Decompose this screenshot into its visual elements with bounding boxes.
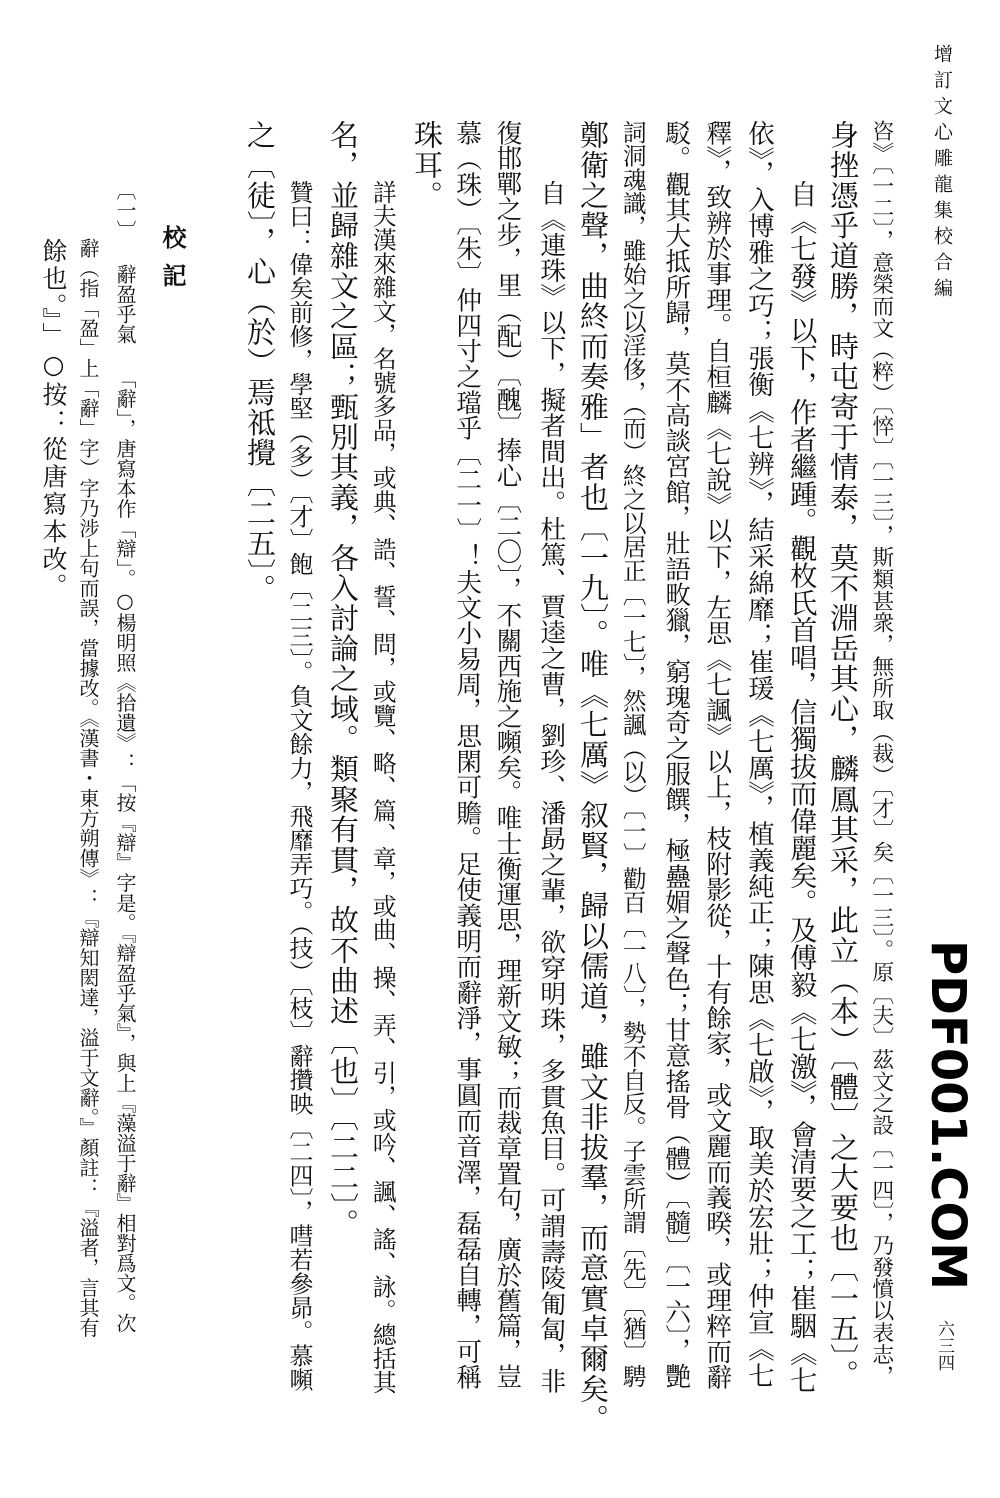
text-column: 鄭衛之聲，曲終而奏雅」者也〔一九〕。唯《七厲》叙賢，歸以儒道，雖文非拔羣，而意實卓爾矣。 (576, 120, 610, 1435)
notes-heading: 校記 (158, 225, 187, 301)
text-column: 慕（珠）〔朱〕仲四寸之璫乎〔二一〕！夫文小易周，思閑可贍。足使義明而辭淨，事圓而音澤，磊磊自轉，可稱 (451, 120, 482, 1390)
text-column: 自《連珠》以下，擬者間出。杜篤、賈逵之曹，劉珍、潘勗之輩，欲穿明珠，多貫魚目。可謂壽陵匍匐，非 (535, 180, 566, 1394)
text-column: 之〔徒〕，心（於）焉祗攪〔二五〕。 (243, 120, 277, 605)
text-column: 名，並歸雜文之區；甄別其義，各入討論之域。類聚有貫，故不曲述〔也〕〔二二〕。 (326, 120, 360, 1239)
note-column: 〔一〕 辭盈乎氣 「辭」，唐寫本作「辯」。○楊明照《拾遺》：「按『辯』字是。『辯盈乎氣』，與上『藻溢于辭』相對爲文。次 (113, 180, 138, 1334)
running-header: 增訂文心雕龍集校合編 (931, 44, 953, 304)
text-column: 詞洞魂識，雖始之以淫侈，（而）終之以居正〔一七〕，然諷（以）〔一〕勸百〔一八〕，勢不自反。子雲所謂〔先〕〔猶〕騁 (618, 120, 647, 1388)
text-column: 咨》〔一二〕，意榮而文（粹）〔悴〕〔一三〕，斯類甚衆，無所取（裁）〔才〕矣〔一三〕。原〔夫〕茲文之設〔一四〕，乃發憤以表志， (868, 120, 894, 1387)
text-column: 依》，入博雅之巧；張衡《七辨》，結采綿靡；崔瑗《七厲》，植義純正；陳思《七啟》，取美於宏壯；仲宣《七 (743, 120, 775, 1389)
text-column: 自《七發》以下，作者繼踵。觀枚氏首唱，信獨拔而偉麗矣。及傅毅《七激》，會清要之工；崔駰《七 (785, 180, 817, 1394)
watermark-logo: PDF001.COM (920, 940, 976, 1291)
text-column: 釋》，致辨於事理。自桓麟《七說》以下，左思《七諷》以上，枝附影從，十有餘家，或文麗而義暌，或理粹而辭 (701, 120, 732, 1390)
text-column: 贊曰：偉矣前修，學堅（多）〔才〕飽〔二三〕。負文餘力，飛靡弄巧。（技）〔枝〕辭攢映〔二四〕，嘒若參昴。慕嚬 (284, 180, 313, 1392)
text-column: 詳夫漢來雜文，名號多品，或典、誥、誓、問，或覽、略、篇、章，或曲、操、弄、引，或吟、諷、謠、詠。總括其 (368, 180, 397, 1394)
text-column: 復邯鄲之步，里（配）〔醜〕捧心〔二〇〕，不關西施之嚬矣。唯士衡運思，理新文敏；而裁章置句，廣於舊篇，豈 (493, 120, 524, 1389)
page-number: 六三四 (934, 1320, 954, 1371)
note-column: 餘也。』」○按：從唐寫本改。 (39, 238, 68, 601)
text-column: 身挫憑乎道勝，時屯寄于情泰，莫不淵岳其心，麟鳳其采，此立（本）〔體〕之大要也〔一五〕。 (826, 120, 860, 1390)
note-column: 辭（指「盈」上「辭」字）字乃涉上句而誤，當據改。《漢書・東方朔傳》：『辯知閎達，溢于文辭。』顏註：『溢者，言其有 (76, 238, 100, 1338)
text-column: 珠耳。 (410, 120, 444, 211)
text-column: 駁。觀其大抵所歸，莫不高談宮館，壯語畋獵，窮瑰奇之服饌，極蠱媚之聲色；甘意搖骨（體）〔髓〕〔一六〕，艷 (660, 120, 691, 1389)
